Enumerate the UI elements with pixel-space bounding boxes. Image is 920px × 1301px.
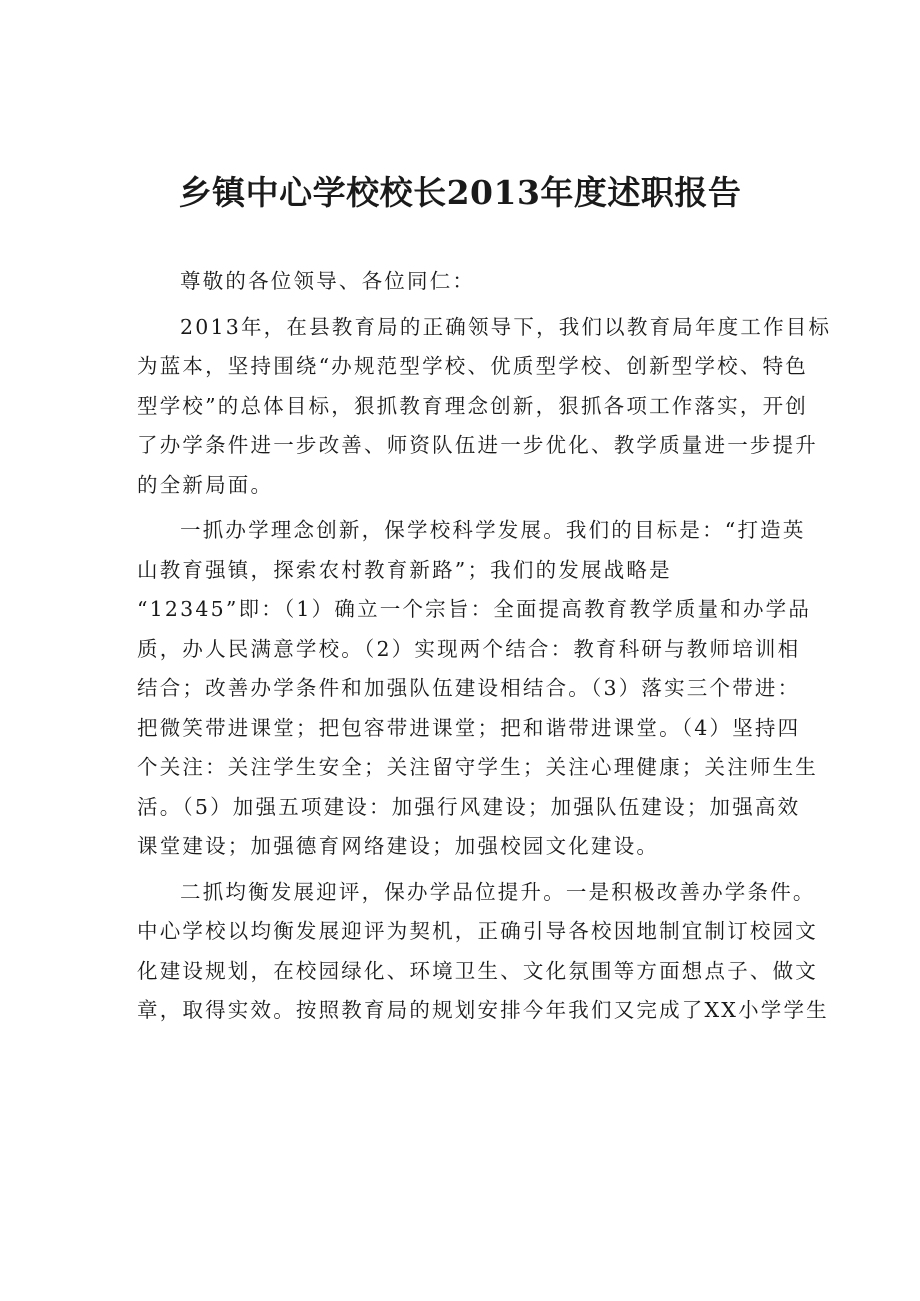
paragraph-line: 质，办人民满意学校。（2）实现两个结合：教育科研与教师培训相	[137, 636, 801, 661]
paragraph-line: 章，取得实效。按照教育局的规划安排今年我们又完成了XX小学学生	[137, 998, 829, 1022]
paragraph-line: 课堂建设；加强德育网络建设；加强校园文化建设。	[137, 834, 660, 858]
document-body	[137, 262, 832, 1031]
paragraph-line: 2013年，在县教育局的正确领导下，我们以教育局年度工作目标	[180, 314, 832, 339]
paragraph-line: 把微笑带进课堂；把包容带进课堂；把和谐带进课堂。（4）坚持四	[137, 715, 801, 740]
paragraph-line: 结合；改善办学条件和加强队伍建设相结合。（3）落实三个带进：	[137, 676, 801, 700]
paragraph-line: 的全新局面。	[137, 472, 274, 497]
paragraph-line: 活。（5）加强五项建设：加强行风建设；加强队伍建设；加强高效	[137, 794, 801, 819]
paragraph-line: 二抓均衡发展迎评，保办学品位提升。一是积极改善办学条件。	[180, 879, 816, 904]
paragraph-line: 化建设规划，在校园绿化、环境卫生、文化氛围等方面想点子、做文	[137, 958, 818, 983]
paragraph-line: 型学校”的总体目标，狠抓教育理念创新，狠抓各项工作落实，开创	[137, 393, 808, 418]
paragraph-line: 了办学条件进一步改善、师资队伍进一步优化、教学质量进一步提升	[137, 433, 818, 457]
salutation-line: 尊敬的各位领导、各位同仁：	[180, 269, 476, 293]
paragraph-line: 个关注：关注学生安全；关注留守学生；关注心理健康；关注师生生	[137, 755, 818, 779]
paragraph-line: 山教育强镇，探索农村教育新路”；我们的发展战略是	[137, 557, 672, 582]
paragraph-line: “12345”即：（1）确立一个宗旨：全面提高教育教学质量和办学品	[137, 597, 812, 621]
paragraph-line: 为蓝本，坚持围绕“办规范型学校、优质型学校、创新型学校、特色	[137, 354, 808, 378]
paragraph-line: 中心学校以均衡发展迎评为契机，正确引导各校因地制宜制订校园文	[137, 919, 818, 943]
document-title: 乡镇中心学校校长2013年度述职报告	[178, 173, 742, 212]
paragraph-line: 一抓办学理念创新，保学校科学发展。我们的目标是：“打造英	[180, 518, 806, 542]
